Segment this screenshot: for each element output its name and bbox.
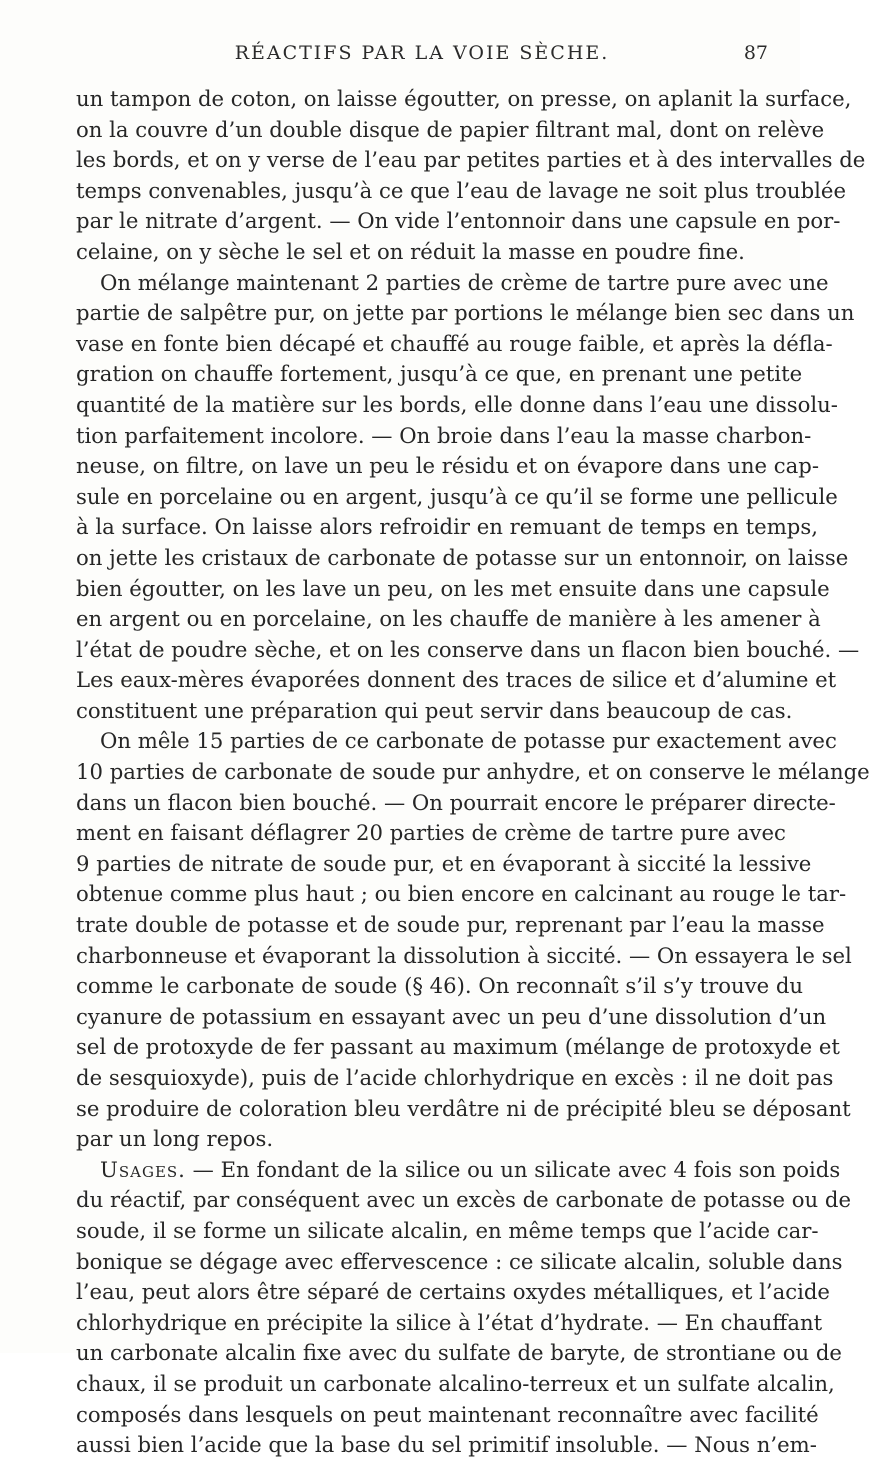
text-line: constituent une préparation qui peut servir dans beaucoup de cas.	[76, 697, 793, 723]
text-line: sule en porcelaine ou en argent, jusqu’à ce qu’il se forme une pellicule	[76, 483, 838, 509]
text-line: partie de salpêtre pur, on jette par portions le mélange bien sec dans un	[76, 300, 855, 326]
text-line: trate double de potasse et de soude pur, reprenant par l’eau la masse	[76, 912, 825, 938]
text-line: de sesquioxyde), puis de l’acide chlorhydrique en excès : il ne doit pas	[76, 1065, 834, 1090]
text-line: temps convenables, jusqu’à ce que l’eau de lavage ne soit plus troublée	[76, 177, 846, 203]
text-line: chaux, il se produit un carbonate alcalino-terreux et un sulfate alcalin,	[76, 1370, 835, 1396]
text-line: les bords, et on y verse de l’eau par petites parties et à des intervalles de	[76, 147, 866, 173]
text-line: ment en faisant déflagrer 20 parties de crème de tartre pure avec	[76, 820, 786, 846]
text-line: un tampon de coton, on laisse égoutter, on presse, on aplanit la surface,	[76, 86, 852, 111]
text-line: sel de protoxyde de fer passant au maximum (mélange de protoxyde et	[76, 1034, 840, 1060]
section-heading: Usages.	[100, 1156, 186, 1182]
body-text	[76, 84, 870, 1461]
text-line: On mêle 15 parties de ce carbonate de potasse pur exactement avec	[100, 728, 837, 754]
text-line: Les eaux-mères évaporées donnent des traces de silice et d’alumine et	[76, 667, 837, 693]
paragraph-usages	[76, 1155, 852, 1461]
text-line: un carbonate alcalin fixe avec du sulfate de baryte, de strontiane ou de	[76, 1340, 842, 1366]
text-line: neuse, on filtre, on lave un peu le résidu et on évapore dans une cap-	[76, 453, 820, 479]
text-line: bien égoutter, on les lave un peu, on les met ensuite dans une capsule	[76, 575, 830, 601]
text-line: soude, il se forme un silicate alcalin, en même temps que l’acide car-	[76, 1217, 819, 1243]
paragraph-3	[76, 726, 870, 1154]
text-line: On mélange maintenant 2 parties de crème de tartre pure avec une	[100, 269, 829, 295]
text-line: par le nitrate d’argent. — On vide l’entonnoir dans une capsule en por-	[76, 208, 841, 234]
text-line: l’état de poudre sèche, et on les conserve dans un flacon bien bouché. —	[76, 636, 860, 662]
text-line: vase en fonte bien décapé et chauffé au rouge faible, et après la défla-	[76, 330, 833, 356]
text-line: dans un flacon bien bouché. — On pourrait encore le préparer directe-	[76, 789, 836, 815]
running-title: RÉACTIFS PAR LA VOIE SÈCHE.	[234, 42, 610, 64]
heading-line-text: — En fondant de la silice ou un silicate avec 4 fois son poids	[192, 1156, 841, 1182]
running-head	[76, 42, 768, 72]
text-line: obtenue comme plus haut ; ou bien encore en calcinant au rouge le tar-	[76, 881, 847, 907]
text-line: celaine, on y sèche le sel et on réduit la masse en poudre fine.	[76, 238, 745, 264]
text-line: bonique se dégage avec effervescence : ce silicate alcalin, soluble dans	[76, 1248, 843, 1274]
paragraph-1	[76, 84, 866, 268]
text-line: par un long repos.	[76, 1126, 274, 1152]
text-line: charbonneuse et évaporant la dissolution à siccité. — On essayera le sel	[76, 942, 852, 968]
text-line: on la couvre d’un double disque de papier filtrant mal, dont on relève	[76, 116, 825, 142]
text-line: l’eau, peut alors être séparé de certains oxydes métalliques, et l’acide	[76, 1279, 830, 1305]
text-line: 10 parties de carbonate de soude pur anhydre, et on conserve le mélange	[76, 759, 870, 785]
text-line: chlorhydrique en précipite la silice à l’état d’hydrate. — En chauffant	[76, 1309, 823, 1335]
text-line: du réactif, par conséquent avec un excès de carbonate de potasse ou de	[76, 1187, 852, 1213]
text-line: en argent ou en porcelaine, on les chauffe de manière à les amener à	[76, 606, 821, 632]
text-line: comme le carbonate de soude (§ 46). On reconnaît s’il s’y trouve du	[76, 973, 804, 999]
text-line-with-heading	[76, 1155, 841, 1186]
text-line: se produire de coloration bleu verdâtre ni de précipité bleu se déposant	[76, 1095, 851, 1121]
page-number: 87	[743, 42, 768, 64]
text-line: composés dans lesquels on peut maintenant reconnaître avec facilité	[76, 1401, 819, 1427]
text-line: tion parfaitement incolore. — On broie dans l’eau la masse charbon-	[76, 422, 812, 448]
text-line: à la surface. On laisse alors refroidir en remuant de temps en temps,	[76, 514, 818, 540]
text-line: aussi bien l’acide que la base du sel primitif insoluble. — Nous n’em-	[76, 1432, 817, 1458]
paragraph-2	[76, 268, 860, 727]
text-line: quantité de la matière sur les bords, elle donne dans l’eau une dissolu-	[76, 391, 838, 417]
text-line: on jette les cristaux de carbonate de potasse sur un entonnoir, on laisse	[76, 544, 849, 570]
text-line: cyanure de potassium en essayant avec un peu d’une dissolution d’un	[76, 1003, 827, 1029]
text-line: 9 parties de nitrate de soude pur, et en évaporant à siccité la lessive	[76, 850, 812, 876]
text-line: gration on chauffe fortement, jusqu’à ce que, en prenant une petite	[76, 361, 803, 387]
